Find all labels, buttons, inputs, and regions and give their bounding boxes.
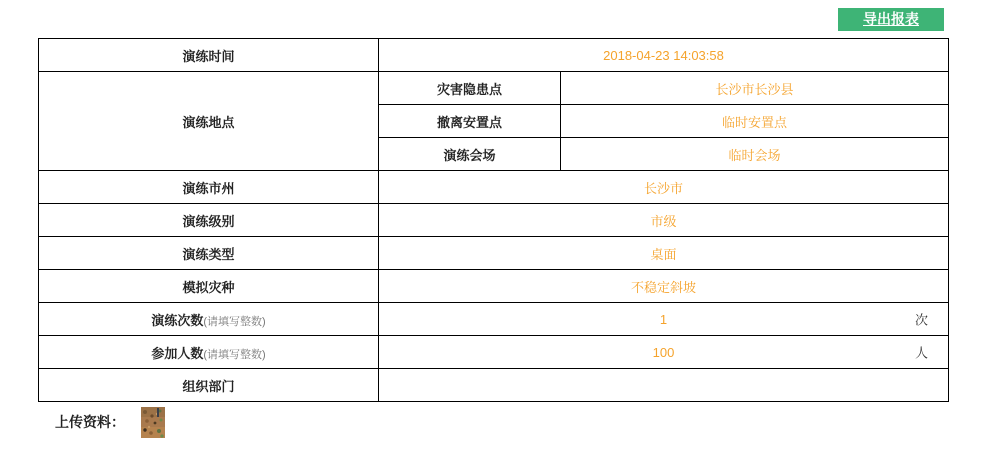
drill-count-value-cell [379,303,949,336]
uploaded-terrain-photo-thumbnail[interactable] [141,407,165,438]
row-simulated-disaster [39,270,949,303]
drill-count-label-text: 演练次数 [151,312,204,328]
row-participant-count [39,336,949,369]
organizing-department-label: 组织部门 [39,369,379,402]
hazard-point-value: 长沙市长沙县 [561,72,949,105]
drill-venue-value: 临时会场 [561,138,949,171]
upload-materials-label: 上传资料： [55,414,125,430]
participant-count-label [39,336,379,369]
participant-count-unit: 人 [914,345,928,361]
drill-count-value: 1 [659,311,668,327]
row-drill-count [39,303,949,336]
simulated-disaster-label: 模拟灾种 [39,270,379,303]
participant-count-value-cell [379,336,949,369]
drill-level-label: 演练级别 [39,204,379,237]
hazard-point-label: 灾害隐患点 [379,72,561,105]
drill-report-table [38,38,949,402]
organizing-department-value [379,369,949,402]
upload-materials-section [55,413,165,438]
evacuation-site-value: 临时安置点 [561,105,949,138]
export-report-button[interactable]: 导出报表 [838,8,944,31]
drill-count-hint: (请填写整数) [203,315,266,328]
participant-count-label-text: 参加人数 [151,345,204,361]
row-drill-type [39,237,949,270]
row-organizing-department [39,369,949,402]
drill-city-value: 长沙市 [379,171,949,204]
drill-type-label: 演练类型 [39,237,379,270]
drill-type-value: 桌面 [379,237,949,270]
terrain-photo-icon [141,407,165,438]
drill-level-value: 市级 [379,204,949,237]
drill-count-unit: 次 [914,312,928,328]
simulated-disaster-value: 不稳定斜坡 [379,270,949,303]
drill-city-label: 演练市州 [39,171,379,204]
row-drill-level [39,204,949,237]
evacuation-site-label: 撤离安置点 [379,105,561,138]
drill-count-label [39,303,379,336]
row-drill-time [39,39,949,72]
participant-count-value: 100 [652,344,675,360]
row-drill-city [39,171,949,204]
participant-count-hint: (请填写整数) [203,348,266,361]
drill-time-label: 演练时间 [39,39,379,72]
row-hazard-point [39,72,949,105]
drill-location-label: 演练地点 [39,72,379,171]
drill-venue-label: 演练会场 [379,138,561,171]
drill-time-value: 2018-04-23 14:03:58 [379,39,949,72]
